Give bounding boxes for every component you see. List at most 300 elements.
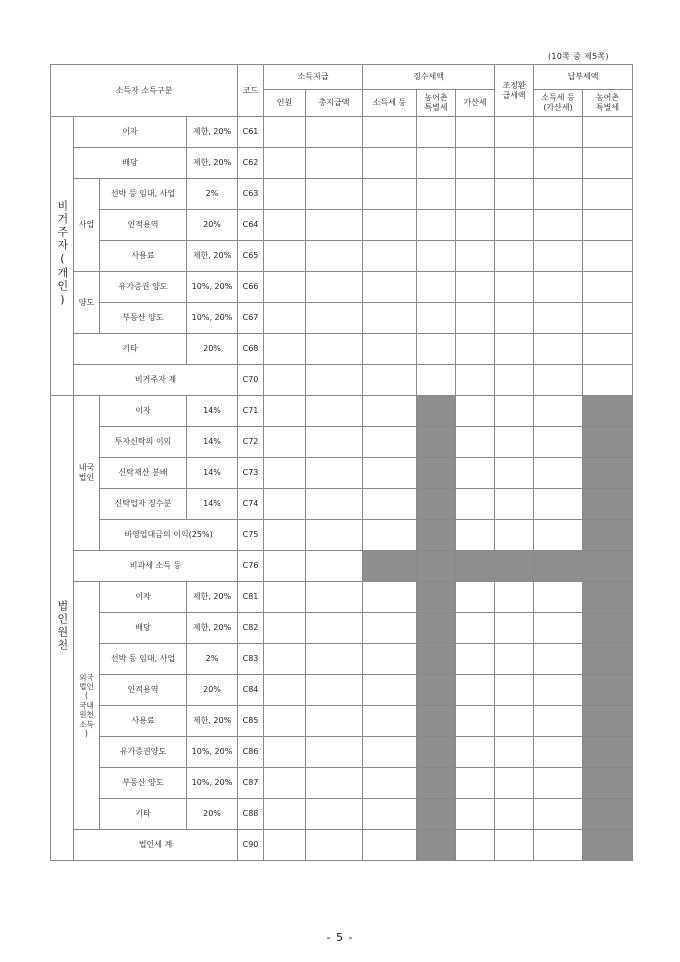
cell-input[interactable] (306, 396, 363, 427)
cell-input[interactable] (583, 334, 633, 365)
cell-input[interactable] (534, 799, 583, 830)
row-rate: 10%, 20% (187, 737, 238, 768)
cell-input[interactable] (306, 365, 363, 396)
header-income-payment: 소득지급 (264, 65, 363, 90)
cell-input[interactable] (456, 241, 495, 272)
cell-input[interactable] (264, 334, 306, 365)
row-code: C67 (238, 303, 264, 334)
cell-input[interactable] (417, 365, 456, 396)
row-rate: 10%, 20% (187, 303, 238, 334)
cell-input[interactable] (534, 768, 583, 799)
cell-input[interactable] (264, 272, 306, 303)
cell-input[interactable] (363, 613, 417, 644)
page-number: - 5 - (326, 931, 354, 944)
cell-input[interactable] (306, 210, 363, 241)
cell-input[interactable] (534, 675, 583, 706)
cell-input[interactable] (363, 768, 417, 799)
cell-input[interactable] (456, 334, 495, 365)
cell-input[interactable] (363, 334, 417, 365)
cell-input[interactable] (363, 675, 417, 706)
cell-input[interactable] (363, 303, 417, 334)
cell-input[interactable] (264, 675, 306, 706)
shaded-cell (417, 582, 456, 613)
row-code: C75 (238, 520, 264, 551)
shaded-cell (417, 737, 456, 768)
cell-input[interactable] (495, 737, 534, 768)
cell-input[interactable] (534, 613, 583, 644)
table-row (51, 117, 633, 148)
row-code: C85 (238, 706, 264, 737)
cell-input[interactable] (495, 458, 534, 489)
header-adjust-refund: 조정환 급세액 (495, 65, 534, 117)
row-item: 유가증권 양도 (100, 272, 187, 303)
cell-input[interactable] (264, 644, 306, 675)
row-code: C72 (238, 427, 264, 458)
cell-input[interactable] (583, 148, 633, 179)
cell-input[interactable] (456, 582, 495, 613)
cell-input[interactable] (534, 179, 583, 210)
row-item: 사용료 (100, 241, 187, 272)
shaded-cell (417, 551, 456, 582)
cell-input[interactable] (306, 644, 363, 675)
table-row (51, 551, 633, 582)
cell-input[interactable] (417, 334, 456, 365)
cell-input[interactable] (264, 396, 306, 427)
shaded-cell (417, 830, 456, 861)
header-paid-income-tax: 소득세 등 (가산세) (534, 90, 583, 117)
cell-input[interactable] (363, 799, 417, 830)
row-item: 기타 (100, 799, 187, 830)
table-row (51, 396, 633, 427)
cell-input[interactable] (456, 365, 495, 396)
cell-input[interactable] (495, 272, 534, 303)
header-paid-tax: 납부세액 (534, 65, 633, 90)
shaded-cell (583, 582, 633, 613)
table-row (51, 334, 633, 365)
shaded-cell (417, 706, 456, 737)
cell-input[interactable] (495, 334, 534, 365)
cell-input[interactable] (456, 613, 495, 644)
row-item: 부동산 양도 (100, 768, 187, 799)
row-code: C90 (238, 830, 264, 861)
cell-input[interactable] (363, 427, 417, 458)
cell-input[interactable] (264, 117, 306, 148)
cell-input[interactable] (306, 799, 363, 830)
table-row (51, 210, 633, 241)
cell-input[interactable] (456, 675, 495, 706)
row-code: C76 (238, 551, 264, 582)
cell-input[interactable] (417, 117, 456, 148)
row-item: 사용료 (100, 706, 187, 737)
row-code: C62 (238, 148, 264, 179)
cell-input[interactable] (306, 737, 363, 768)
row-rate: 14% (187, 489, 238, 520)
cell-input[interactable] (495, 396, 534, 427)
cell-input[interactable] (583, 303, 633, 334)
cell-input[interactable] (363, 706, 417, 737)
cell-input[interactable] (264, 582, 306, 613)
shaded-cell (417, 675, 456, 706)
row-item: 비거주자 계 (74, 365, 238, 396)
shaded-cell (583, 768, 633, 799)
cell-input[interactable] (264, 799, 306, 830)
row-item: 선박 등 임대, 사업 (100, 179, 187, 210)
table-row (51, 427, 633, 458)
row-item: 배당 (74, 148, 187, 179)
table-row (51, 520, 633, 551)
cell-input[interactable] (417, 179, 456, 210)
row-rate: 제한, 20% (187, 241, 238, 272)
header-total-amount: 총지급액 (306, 90, 363, 117)
header-persons: 인원 (264, 90, 306, 117)
header-category: 소득자 소득구분 (51, 65, 238, 117)
row-rate: 제한, 20% (187, 613, 238, 644)
cell-input[interactable] (306, 582, 363, 613)
row-code: C63 (238, 179, 264, 210)
cell-input[interactable] (264, 706, 306, 737)
cell-input[interactable] (264, 179, 306, 210)
cell-input[interactable] (495, 117, 534, 148)
cell-input[interactable] (456, 148, 495, 179)
cell-input[interactable] (264, 427, 306, 458)
cell-input[interactable] (306, 272, 363, 303)
row-rate: 2% (187, 179, 238, 210)
group-nonresident: 비거주자(개인) (51, 117, 74, 396)
cell-input[interactable] (495, 520, 534, 551)
row-item: 부동산 양도 (100, 303, 187, 334)
cell-input[interactable] (534, 241, 583, 272)
cell-input[interactable] (417, 148, 456, 179)
shaded-cell (583, 458, 633, 489)
table-row (51, 365, 633, 396)
shaded-cell (583, 830, 633, 861)
shaded-cell (417, 427, 456, 458)
cell-input[interactable] (456, 799, 495, 830)
cell-input[interactable] (495, 489, 534, 520)
row-item: 이자 (100, 582, 187, 613)
cell-input[interactable] (495, 210, 534, 241)
row-code: C66 (238, 272, 264, 303)
cell-input[interactable] (534, 334, 583, 365)
row-code: C86 (238, 737, 264, 768)
group-corporate: 법인원천 (51, 396, 74, 861)
cell-input[interactable] (264, 489, 306, 520)
cell-input[interactable] (495, 241, 534, 272)
cell-input[interactable] (306, 706, 363, 737)
cell-input[interactable] (456, 179, 495, 210)
row-item: 신탁재산 분배 (100, 458, 187, 489)
table-row (51, 582, 633, 613)
shaded-cell (417, 396, 456, 427)
cell-input[interactable] (534, 148, 583, 179)
cell-input[interactable] (306, 148, 363, 179)
header-paid-rural-tax: 농어촌 특별세 (583, 90, 633, 117)
table-row (51, 644, 633, 675)
row-code: C83 (238, 644, 264, 675)
table-row (51, 272, 633, 303)
shaded-cell (583, 520, 633, 551)
row-item: 이자 (74, 117, 187, 148)
header-rural-tax: 농어촌 특별세 (417, 90, 456, 117)
table-row (51, 737, 633, 768)
row-item: 비과세 소득 등 (74, 551, 238, 582)
cell-input[interactable] (583, 272, 633, 303)
cell-input[interactable] (306, 241, 363, 272)
row-code: C70 (238, 365, 264, 396)
row-rate: 제한, 20% (187, 117, 238, 148)
shaded-cell (456, 551, 495, 582)
cell-input[interactable] (456, 427, 495, 458)
table-row (51, 613, 633, 644)
cell-input[interactable] (306, 303, 363, 334)
shaded-cell (417, 799, 456, 830)
row-rate: 10%, 20% (187, 768, 238, 799)
cell-input[interactable] (363, 179, 417, 210)
cell-input[interactable] (534, 520, 583, 551)
row-item: 배당 (100, 613, 187, 644)
row-item: 인적용역 (100, 210, 187, 241)
cell-input[interactable] (534, 489, 583, 520)
cell-input[interactable] (456, 210, 495, 241)
cell-input[interactable] (363, 644, 417, 675)
cell-input[interactable] (363, 458, 417, 489)
cell-input[interactable] (456, 520, 495, 551)
shaded-cell (583, 551, 633, 582)
cell-input[interactable] (495, 148, 534, 179)
shaded-cell (363, 551, 417, 582)
cell-input[interactable] (417, 210, 456, 241)
cell-input[interactable] (534, 303, 583, 334)
shaded-cell (583, 489, 633, 520)
header-withholding: 징수세액 (363, 65, 495, 90)
cell-input[interactable] (363, 365, 417, 396)
shaded-cell (417, 489, 456, 520)
cell-input[interactable] (306, 458, 363, 489)
cell-input[interactable] (264, 551, 306, 582)
row-code: C81 (238, 582, 264, 613)
cell-input[interactable] (495, 768, 534, 799)
row-rate: 제한, 20% (187, 582, 238, 613)
table-row (51, 458, 633, 489)
cell-input[interactable] (456, 768, 495, 799)
row-item: 법인세 계 (74, 830, 238, 861)
cell-input[interactable] (583, 365, 633, 396)
row-rate: 제한, 20% (187, 148, 238, 179)
table-row (51, 489, 633, 520)
cell-input[interactable] (456, 644, 495, 675)
cell-input[interactable] (363, 520, 417, 551)
shaded-cell (583, 644, 633, 675)
row-rate: 14% (187, 427, 238, 458)
row-rate: 14% (187, 458, 238, 489)
row-code: C68 (238, 334, 264, 365)
cell-input[interactable] (456, 737, 495, 768)
row-rate: 20% (187, 210, 238, 241)
cell-input[interactable] (456, 830, 495, 861)
cell-input[interactable] (534, 272, 583, 303)
cell-input[interactable] (495, 613, 534, 644)
table-row (51, 675, 633, 706)
cell-input[interactable] (417, 241, 456, 272)
group-business: 사업 (74, 179, 100, 272)
group-domestic: 내국 법인 (74, 396, 100, 551)
row-code: C65 (238, 241, 264, 272)
cell-input[interactable] (306, 334, 363, 365)
row-rate: 14% (187, 396, 238, 427)
shaded-cell (583, 427, 633, 458)
cell-input[interactable] (495, 830, 534, 861)
row-code: C88 (238, 799, 264, 830)
cell-input[interactable] (306, 675, 363, 706)
shaded-cell (583, 799, 633, 830)
row-item: 인적용역 (100, 675, 187, 706)
cell-input[interactable] (264, 613, 306, 644)
row-code: C73 (238, 458, 264, 489)
cell-input[interactable] (495, 303, 534, 334)
table-row (51, 830, 633, 861)
shaded-cell (583, 706, 633, 737)
cell-input[interactable] (583, 117, 633, 148)
cell-input[interactable] (417, 303, 456, 334)
cell-input[interactable] (456, 117, 495, 148)
row-item: 비영업대금의 이익(25%) (100, 520, 238, 551)
cell-input[interactable] (264, 768, 306, 799)
page-info: (10쪽 중 제5쪽) (548, 52, 609, 61)
table-row (51, 241, 633, 272)
cell-input[interactable] (495, 427, 534, 458)
row-code: C71 (238, 396, 264, 427)
shaded-cell (583, 396, 633, 427)
cell-input[interactable] (456, 489, 495, 520)
cell-input[interactable] (264, 737, 306, 768)
cell-input[interactable] (534, 458, 583, 489)
cell-input[interactable] (306, 830, 363, 861)
cell-input[interactable] (264, 303, 306, 334)
cell-input[interactable] (456, 706, 495, 737)
cell-input[interactable] (495, 799, 534, 830)
cell-input[interactable] (363, 117, 417, 148)
cell-input[interactable] (306, 427, 363, 458)
table-row (51, 148, 633, 179)
cell-input[interactable] (456, 272, 495, 303)
cell-input[interactable] (264, 830, 306, 861)
cell-input[interactable] (264, 520, 306, 551)
cell-input[interactable] (306, 613, 363, 644)
cell-input[interactable] (495, 675, 534, 706)
cell-input[interactable] (306, 179, 363, 210)
cell-input[interactable] (456, 458, 495, 489)
cell-input[interactable] (363, 210, 417, 241)
row-item: 신탁업자 징수분 (100, 489, 187, 520)
group-transfer: 양도 (74, 272, 100, 334)
header-income-tax: 소득세 등 (363, 90, 417, 117)
shaded-cell (583, 675, 633, 706)
shaded-cell (583, 737, 633, 768)
shaded-cell (417, 644, 456, 675)
cell-input[interactable] (534, 737, 583, 768)
shaded-cell (583, 613, 633, 644)
cell-input[interactable] (264, 365, 306, 396)
cell-input[interactable] (583, 179, 633, 210)
table-row (51, 179, 633, 210)
cell-input[interactable] (534, 706, 583, 737)
cell-input[interactable] (534, 644, 583, 675)
row-rate: 20% (187, 799, 238, 830)
cell-input[interactable] (306, 117, 363, 148)
cell-input[interactable] (306, 768, 363, 799)
cell-input[interactable] (495, 179, 534, 210)
withholding-tax-table (50, 64, 633, 861)
table-row (51, 706, 633, 737)
row-code: C87 (238, 768, 264, 799)
cell-input[interactable] (534, 582, 583, 613)
row-rate: 2% (187, 644, 238, 675)
cell-input[interactable] (363, 737, 417, 768)
cell-input[interactable] (363, 489, 417, 520)
table-row (51, 768, 633, 799)
cell-input[interactable] (495, 365, 534, 396)
header-penalty-tax: 가산세 (456, 90, 495, 117)
cell-input[interactable] (264, 148, 306, 179)
shaded-cell (417, 768, 456, 799)
cell-input[interactable] (534, 117, 583, 148)
cell-input[interactable] (456, 303, 495, 334)
row-rate: 제한, 20% (187, 706, 238, 737)
cell-input[interactable] (363, 241, 417, 272)
cell-input[interactable] (306, 489, 363, 520)
cell-input[interactable] (363, 830, 417, 861)
cell-input[interactable] (264, 241, 306, 272)
cell-input[interactable] (363, 396, 417, 427)
group-foreign: 외국 법인 ( 국내 원천 소득 ) (74, 582, 100, 830)
shaded-cell (495, 551, 534, 582)
header-row-1 (51, 65, 633, 90)
row-rate: 20% (187, 675, 238, 706)
cell-input[interactable] (534, 396, 583, 427)
shaded-cell (417, 458, 456, 489)
row-code: C82 (238, 613, 264, 644)
cell-input[interactable] (534, 365, 583, 396)
cell-input[interactable] (534, 427, 583, 458)
row-code: C84 (238, 675, 264, 706)
cell-input[interactable] (534, 210, 583, 241)
shaded-cell (417, 613, 456, 644)
header-code: 코드 (238, 65, 264, 117)
cell-input[interactable] (495, 582, 534, 613)
row-item: 기타 (74, 334, 187, 365)
row-item: 이자 (100, 396, 187, 427)
cell-input[interactable] (583, 241, 633, 272)
cell-input[interactable] (306, 520, 363, 551)
row-code: C61 (238, 117, 264, 148)
cell-input[interactable] (456, 396, 495, 427)
cell-input[interactable] (363, 582, 417, 613)
cell-input[interactable] (534, 830, 583, 861)
cell-input[interactable] (495, 644, 534, 675)
cell-input[interactable] (495, 706, 534, 737)
row-rate: 20% (187, 334, 238, 365)
cell-input[interactable] (363, 148, 417, 179)
cell-input[interactable] (264, 210, 306, 241)
cell-input[interactable] (417, 272, 456, 303)
cell-input[interactable] (264, 458, 306, 489)
row-item: 투자신탁의 이익 (100, 427, 187, 458)
row-code: C64 (238, 210, 264, 241)
cell-input[interactable] (306, 551, 363, 582)
cell-input[interactable] (363, 272, 417, 303)
row-item: 선박 등 임대, 사업 (100, 644, 187, 675)
cell-input[interactable] (583, 210, 633, 241)
